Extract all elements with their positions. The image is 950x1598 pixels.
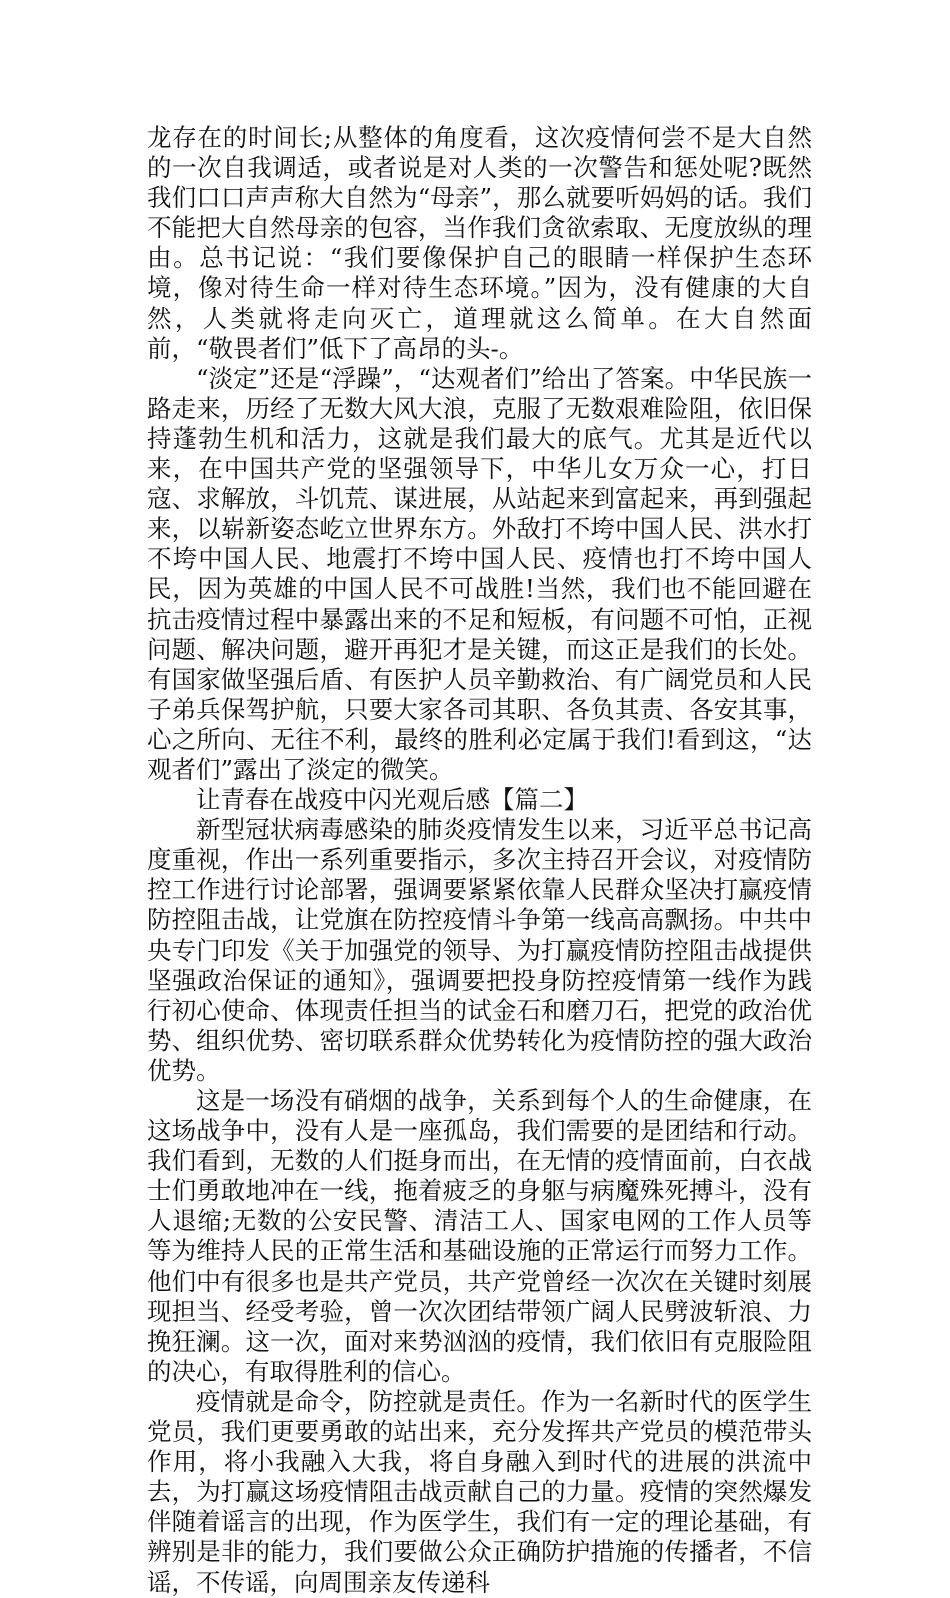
paragraph-epidemic-is-order: 疫情就是命令，防控就是责任。作为一名新时代的医学生党员，我们更要勇敢的站出来，充分发挥共产党员的模范带头作用，将小我融入大我，将自身融入到时代的进展的洪流中去，为打赢这场疫情阻击战贡献自己的力量。疫情的突然爆发伴随着谣言的出现，作为医学生，我们有一定的理论基础，有辨别是非的能力，我们要做公众正确防护措施的传播者，不信谣，不传谣，向周围亲友传递科 bbox=[147, 1386, 812, 1597]
paragraph-calm-observers: “淡定”还是“浮躁”，“达观者们”给出了答案。中华民族一路走来，历经了无数大风大浪，克服了无数艰难险阻，依旧保持蓬勃生机和活力，这就是我们最大的底气。尤其是近代以来，在中国共产党的坚强领导下，中华儿女万众一心，打日寇、求解放，斗饥荒、谋进展，从站起来到富起来，再到强起来，以崭新姿态屹立世界东方。外敌打不垮中国人民、洪水打不垮中国人民、地震打不垮中国人民、疫情也打不垮中国人民，因为英雄的中国人民不可战胜!当然，我们也不能回避在抗击疫情过程中暴露出来的不足和短板，有问题不可怕，正视问题、解决问题，避开再犯才是关键，而这正是我们的长处。有国家做坚强后盾、有医护人员辛勤救治、有广阔党员和人民子弟兵保驾护航，只要大家各司其职、各负其责、各安其事，心之所向、无往不利，最终的胜利必定属于我们!看到这，“达观者们”露出了淡定的微笑。 bbox=[147, 363, 812, 784]
paragraph-war-without-smoke: 这是一场没有硝烟的战争，关系到每个人的生命健康，在这场战争中，没有人是一座孤岛，我们需要的是团结和行动。我们看到，无数的人们挺身而出，在无情的疫情面前，白衣战士们勇敢地冲在一线，拖着疲乏的身躯与病魔殊死搏斗，没有人退缩;无数的公安民警、清洁工人、国家电网的工作人员等等为维持人民的正常生活和基础设施的正常运行而努力工作。他们中有很多也是共产党员，共产党曾经一次次在关键时刻展现担当、经受考验，曾一次次团结带领广阔人民劈波斩浪、力挽狂澜。这一次，面对来势汹汹的疫情，我们依旧有克服险阻的决心，有取得胜利的信心。 bbox=[147, 1086, 812, 1386]
section-heading: 让青春在战疫中闪光观后感【篇二】 bbox=[196, 785, 588, 815]
document-body bbox=[147, 123, 812, 1598]
paragraph-epidemic-outbreak: 新型冠状病毒感染的肺炎疫情发生以来，习近平总书记高度重视，作出一系列重要指示，多次主持召开会议，对疫情防控工作进行讨论部署，强调要紧紧依靠人民群众坚决打赢疫情防控阻击战，让党旗在防控疫情斗争第一线高高飘扬。中共中央专门印发《关于加强党的领导、为打赢疫情防控阻击战提供坚强政治保证的通知》，强调要把投身防控疫情第一线作为践行初心使命、体现责任担当的试金石和磨刀石，把党的政治优势、组织优势、密切联系群众优势转化为疫情防控的强大政治优势。 bbox=[147, 815, 812, 1085]
paragraph-continuation: 龙存在的时间长;从整体的角度看，这次疫情何尝不是大自然的一次自我调适，或者说是对人类的一次警告和惩处呢?既然我们口口声声称大自然为“母亲”，那么就要听妈妈的话。我们不能把大自然母亲的包容，当作我们贪欲索取、无度放纵的理由。总书记说：“我们要像保护自己的眼睛一样保护生态环境，像对待生命一样对待生态环境。”因为，没有健康的大自然，人类就将走向灭亡，道理就这么简单。在大自然面前，“敬畏者们”低下了高昂的头-。 bbox=[147, 123, 812, 363]
